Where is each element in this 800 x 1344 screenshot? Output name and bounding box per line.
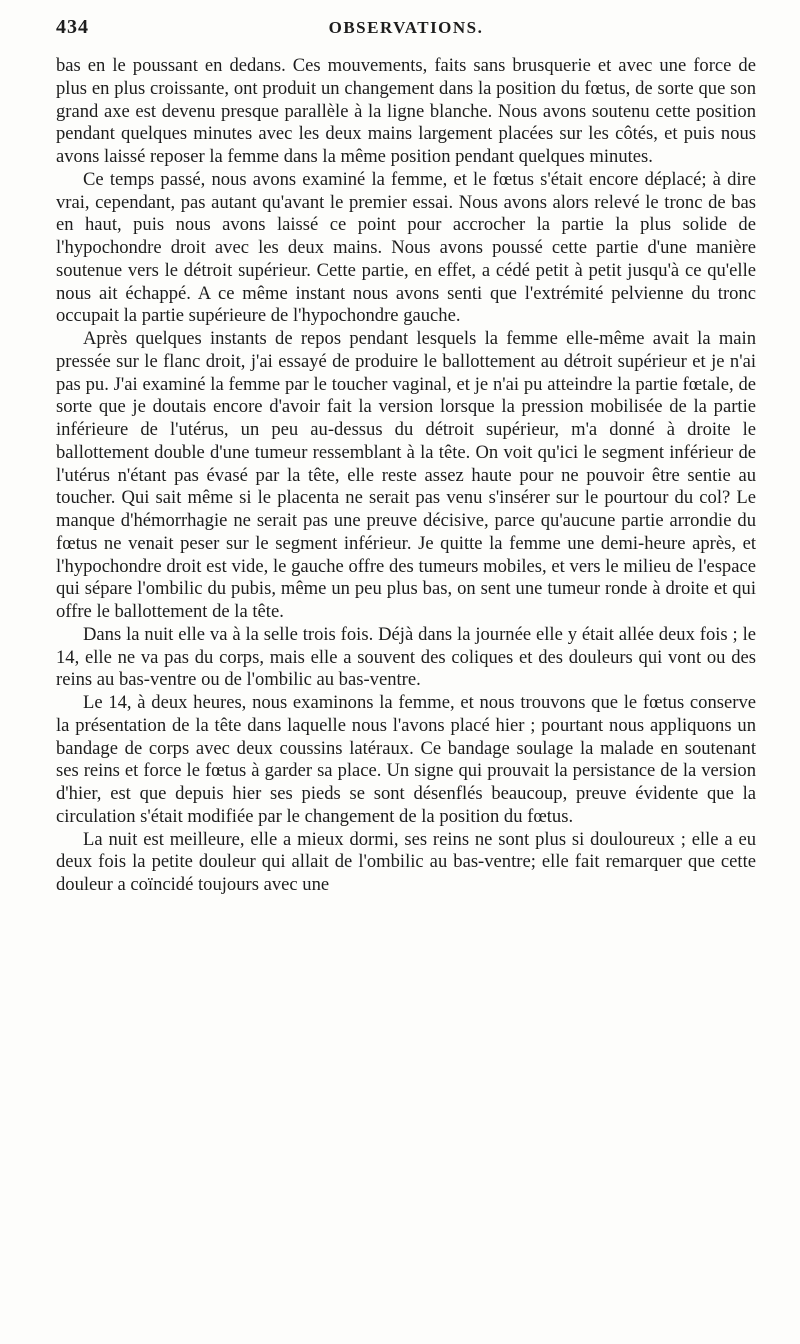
paragraph-continuation: bas en le poussant en dedans. Ces mouvements, faits sans brusquerie et avec une force de plus en plus croissante, ont produit un changement dans la position du fœtus, de sorte que son grand axe est devenu presque parallèle à la ligne blanche. Nous avons soutenu cette position pendant quelques minutes avec les deux mains largement placées sur les côtés, et puis nous avons laissé reposer la femme dans la même position pendant quelques minutes.	[56, 55, 756, 167]
body-text	[56, 55, 756, 897]
paragraph: La nuit est meilleure, elle a mieux dormi, ses reins ne sont plus si douloureux ; elle a eu deux fois la petite douleur qui allait de l'ombilic au bas-ventre; elle fait remarquer que cette douleur a coïncidé toujours avec une	[56, 828, 756, 895]
paragraph: Après quelques instants de repos pendant lesquels la femme elle-même avait la main pressée sur le flanc droit, j'ai essayé de produire le ballottement au détroit supérieur et je n'ai pas pu. J'ai examiné la femme par le toucher vaginal, et je n'ai pu atteindre la partie fœtale, de sorte que je doutais encore d'avoir fait la version lorsque la pression mobilisée de la partie inférieure de l'utérus, un peu au-dessus du détroit supérieur, m'a donné à droite le ballottement double d'une tumeur ressemblant à la tête. On voit qu'ici le segment inférieur de l'utérus n'étant pas évasé par la tête, elle reste assez haute pour ne pouvoir être sentie au toucher. Qui sait même si le placenta ne serait pas venu s'insérer sur le pourtour du col? Le manque d'hémorrhagie ne serait pas une preuve décisive, parce qu'aucune partie arrondie du fœtus ne venait peser sur le segment inférieur. Je quitte la femme une demi-heure après, et l'hypochondre droit est vide, le gauche offre des tumeurs mobiles, et vers le milieu de l'espace qui sépare l'ombilic du pubis, même un peu plus bas, on sent une tumeur ronde à droite et qui offre le ballottement de la tête.	[56, 328, 756, 622]
paragraph: Ce temps passé, nous avons examiné la femme, et le fœtus s'était encore déplacé; à dire vrai, cependant, pas autant qu'avant le premier essai. Nous avons alors relevé le tronc de bas en haut, puis nous avons laissé ce point pour accrocher la partie la plus solide de l'hypochondre droit avec les deux mains. Nous avons poussé cette partie d'une manière soutenue vers le détroit supérieur. Cette partie, en effet, a cédé petit à petit jusqu'à ce qu'elle nous ait échappé. A ce même instant nous avons senti que l'extrémité pelvienne du tronc occupait la partie supérieure de l'hypochondre gauche.	[56, 168, 756, 327]
paragraph: Dans la nuit elle va à la selle trois fois. Déjà dans la journée elle y était allée deux fois ; le 14, elle ne va pas du corps, mais elle a souvent des coliques et des douleurs qui vont ou des reins au bas-ventre ou de l'ombilic au bas-ventre.	[56, 623, 756, 691]
page-number: 434	[56, 16, 89, 38]
running-title: OBSERVATIONS.	[328, 18, 484, 37]
paragraph: Le 14, à deux heures, nous examinons la femme, et nous trouvons que le fœtus conserve la présentation de la tête dans laquelle nous l'avons placé hier ; pourtant nous appliquons un bandage de corps avec deux coussins latéraux. Ce bandage soulage la malade en soutenant ses reins et force le fœtus à garder sa place. Un signe qui prouvait la persistance de la version d'hier, est que depuis hier ses pieds se sont désenflés beaucoup, preuve évidente que la circulation s'était modifiée par le changement de la position du fœtus.	[56, 692, 756, 827]
page-header	[56, 16, 756, 46]
